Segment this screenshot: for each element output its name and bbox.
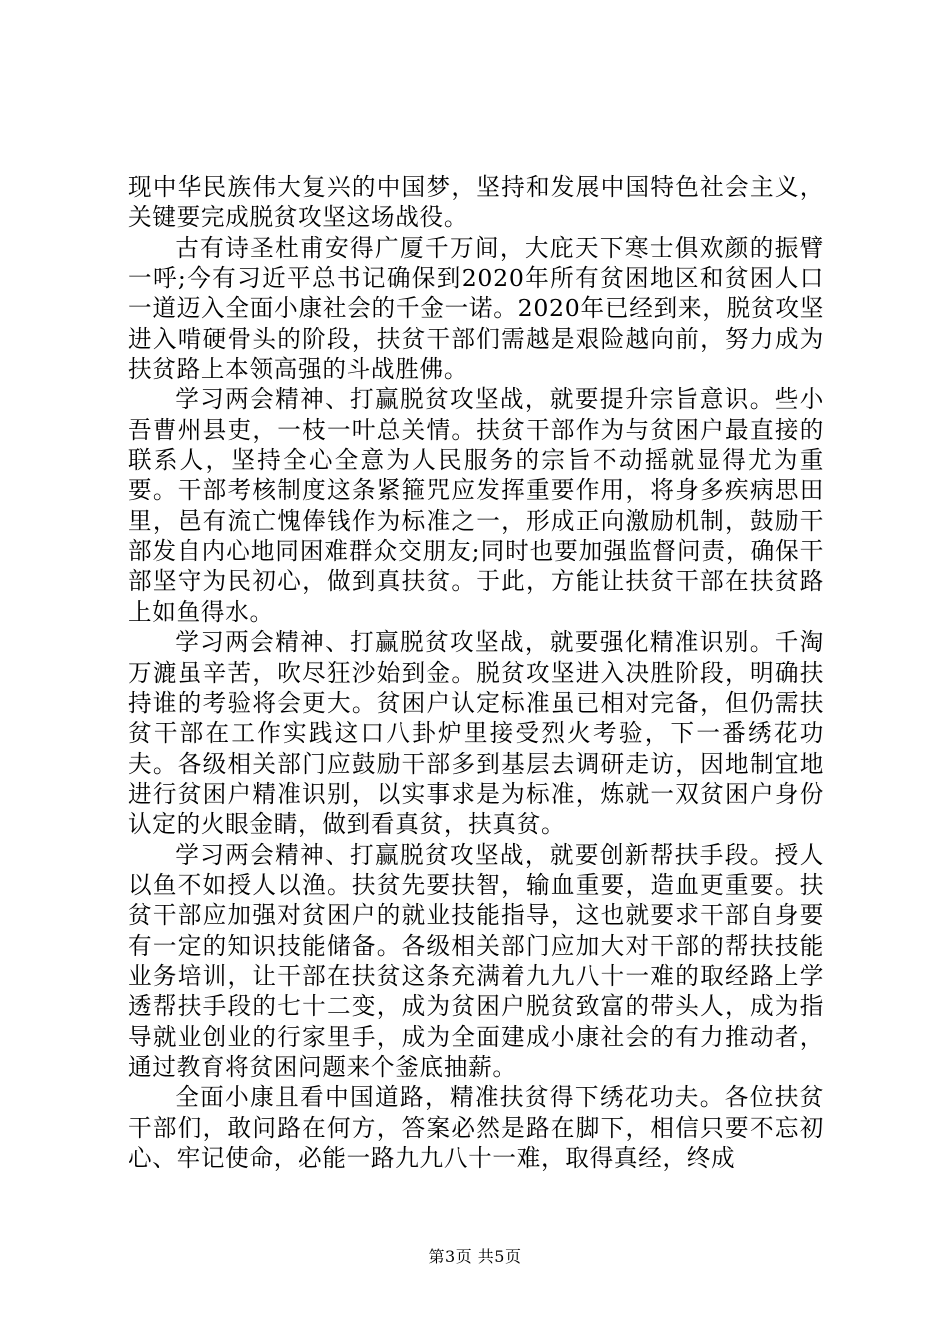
document-body <box>128 172 824 1173</box>
paragraph-5: 学习两会精神、打赢脱贫攻坚战，就要创新帮扶手段。授人以鱼不如授人以渔。扶贫先要扶智，输血重要，造血更重要。扶贫干部应加强对贫困户的就业技能指导，这也就要求干部自身要有一定的知识技能储备。各级相关部门应加大对干部的帮扶技能业务培训，让干部在扶贫这条充满着九九八十一难的取经路上学透帮扶手段的七十二变，成为贫困户脱贫致富的带头人，成为指导就业创业的行家里手，成为全面建成小康社会的有力推动者，通过教育将贫困问题来个釜底抽薪。 <box>128 840 824 1081</box>
paragraph-2: 古有诗圣杜甫安得广厦千万间，大庇天下寒士俱欢颜的振臂一呼;今有习近平总书记确保到2020年所有贫困地区和贫困人口一道迈入全面小康社会的千金一诺。2020年已经到来，脱贫攻坚进入啃硬骨头的阶段，扶贫干部们需越是艰险越向前，努力成为扶贫路上本领高强的斗战胜佛。 <box>128 233 824 384</box>
paragraph-6: 全面小康且看中国道路，精准扶贫得下绣花功夫。各位扶贫干部们，敢问路在何方，答案必然是路在脚下，相信只要不忘初心、牢记使命，必能一路九九八十一难，取得真经，终成 <box>128 1083 824 1172</box>
paragraph-3: 学习两会精神、打赢脱贫攻坚战，就要提升宗旨意识。些小吾曹州县吏，一枝一叶总关情。扶贫干部作为与贫困户最直接的联系人，坚持全心全意为人民服务的宗旨不动摇就显得尤为重要。干部考核制度这条紧箍咒应发挥重要作用，将身多疾病思田里，邑有流亡愧俸钱作为标准之一，形成正向激励机制，鼓励干部发自内心地同困难群众交朋友;同时也要加强监督问责，确保干部坚守为民初心，做到真扶贫。于此，方能让扶贫干部在扶贫路上如鱼得水。 <box>128 385 824 626</box>
paragraph-4: 学习两会精神、打赢脱贫攻坚战，就要强化精准识别。千淘万漉虽辛苦，吹尽狂沙始到金。脱贫攻坚进入决胜阶段，明确扶持谁的考验将会更大。贫困户认定标准虽已相对完备，但仍需扶贫干部在工作实践这口八卦炉里接受烈火考验，下一番绣花功夫。各级相关部门应鼓励干部多到基层去调研走访，因地制宜地进行贫困户精准识别，以实事求是为标准，炼就一双贫困户身份认定的火眼金睛，做到看真贫，扶真贫。 <box>128 628 824 839</box>
page-footer: 第3页 共5页 <box>428 1247 522 1266</box>
paragraph-1: 现中华民族伟大复兴的中国梦，坚持和发展中国特色社会主义，关键要完成脱贫攻坚这场战役。 <box>128 173 824 232</box>
